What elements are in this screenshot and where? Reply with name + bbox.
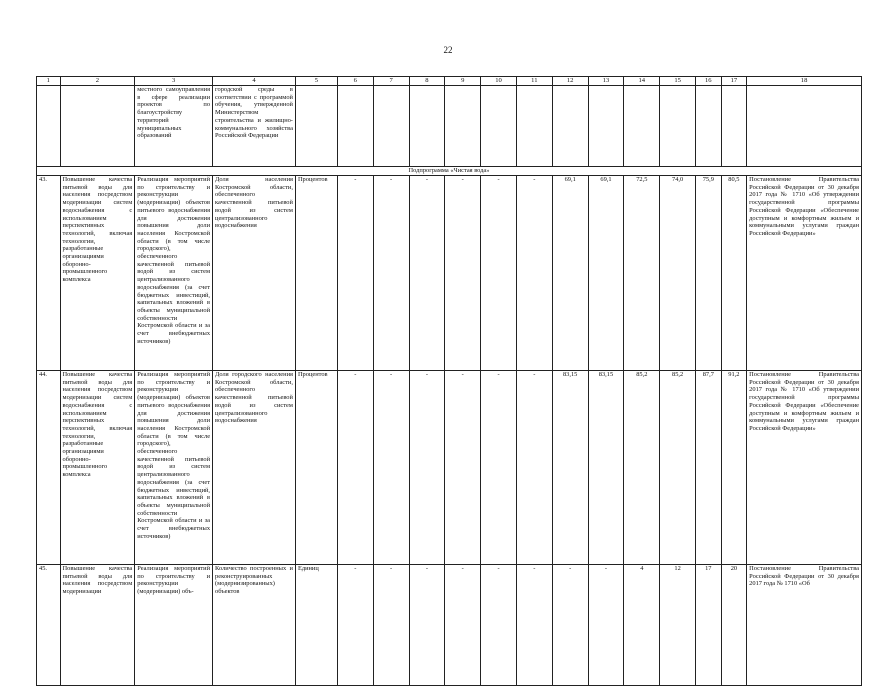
measure-cell: Реализация мероприятий по строительству и реконструкции (модернизации) объектов питьевого водоснабжения для достижения повышения доли населения Костромской области (в том числе городского), обеспеченного качественной питьевой водой из систем централизованного водоснабжения (за счет бюджетных инвестиций, капитальных вложений в объекты муниципальной собственности Костромской области и за счет внебюджетных источников) [135,371,213,565]
cell [624,86,660,167]
column-number: 6 [337,77,373,86]
value-cell: 74,0 [660,176,696,371]
value-cell: - [409,176,445,371]
cell [37,86,61,167]
page-number: 22 [443,45,453,55]
value-cell: 72,5 [624,176,660,371]
cell [295,86,337,167]
value-cell: 4 [624,565,660,686]
indicator-cell: Количество построенных и реконструированных (модернизированных) объектов [213,565,296,686]
column-number: 18 [747,77,862,86]
task-cell: Повышение качества питьевой воды для населения посредством модернизации систем водоснабжения с использованием перспективных технологий, включая технологии, разработанные организациями оборонно-промышленного комплекса [60,371,135,565]
value-cell: - [552,565,588,686]
cell [516,86,552,167]
value-cell: - [481,565,517,686]
value-cell: 87,7 [696,371,722,565]
unit-cell: Единиц [295,565,337,686]
unit-cell: Процентов [295,176,337,371]
cell [696,86,722,167]
value-cell: - [373,176,409,371]
value-cell: 12 [660,565,696,686]
continuation-row [37,86,862,167]
cell [60,86,135,167]
column-number: 14 [624,77,660,86]
task-cell: Повышение качества питьевой воды для населения посредством модернизации [60,565,135,686]
value-cell: - [516,565,552,686]
targets-table [36,76,862,686]
cell [747,86,862,167]
subprogram-row [37,167,862,176]
column-number: 5 [295,77,337,86]
cell [660,86,696,167]
value-cell: 91,2 [721,371,747,565]
cell [409,86,445,167]
column-numbers-row [37,77,862,86]
measure-cell: Реализация мероприятий по строительству и реконструкции (модернизации) объ- [135,565,213,686]
value-cell: 80,5 [721,176,747,371]
indicator-cell: Доля городского населения Костромской области, обеспеченного качественной питьевой водой из систем централизованного водоснабжения [213,371,296,565]
indicator-cell: городской среды в соответствии с программой обучения, утвержденной Министерством строительства и жилищно-коммунального хозяйства Российской Федерации [213,86,296,167]
column-number: 15 [660,77,696,86]
column-number: 2 [60,77,135,86]
basis-cell: Постановление Правительства Российской Федерации от 30 декабря 2017 года № 1710 «Об утверждении государственной программы Российской Федерации «Обеспечение доступным и комфортным жильем и коммунальными услугами граждан Российской Федерации» [747,371,862,565]
value-cell: - [337,565,373,686]
value-cell: - [516,371,552,565]
task-cell: Повышение качества питьевой воды для населения посредством модернизации систем водоснабжения с использованием перспективных технологий, включая технологии, разработанные организациями оборонно-промышленного комплекса [60,176,135,371]
unit-cell: Процентов [295,371,337,565]
value-cell: 85,2 [624,371,660,565]
value-cell: - [337,371,373,565]
value-cell: 75,9 [696,176,722,371]
value-cell: 83,15 [552,371,588,565]
table-row [37,176,862,371]
column-number: 10 [481,77,517,86]
value-cell: - [445,176,481,371]
cell [445,86,481,167]
value-cell: - [445,371,481,565]
cell [588,86,624,167]
column-number: 3 [135,77,213,86]
cell [481,86,517,167]
value-cell: - [516,176,552,371]
subprogram-title: Подпрограмма «Чистая вода» [37,167,862,176]
basis-cell: Постановление Правительства Российской Федерации от 30 декабря 2017 года № 1710 «Об утверждении государственной программы Российской Федерации «Обеспечение доступным и комфортным жильем и коммунальными услугами граждан Российской Федерации» [747,176,862,371]
value-cell: 69,1 [588,176,624,371]
column-number: 17 [721,77,747,86]
measure-cell: Реализация мероприятий по строительству и реконструкции (модернизации) объектов питьевого водоснабжения для достижения повышения доли населения Костромской области (в том числе городского), обеспеченного качественной питьевой водой из систем централизованного водоснабжения (за счет бюджетных инвестиций, капитальных вложений в объекты муниципальной собственности Костромской области и за счет внебюджетных источников) [135,176,213,371]
basis-cell: Постановление Правительства Российской Федерации от 30 декабря 2017 года № 1710 «Об [747,565,862,686]
value-cell: - [373,565,409,686]
value-cell: - [373,371,409,565]
column-number: 8 [409,77,445,86]
value-cell: 20 [721,565,747,686]
measure-cell: местного самоуправления в сфере реализации проектов по благоустройству территорий муниципальных образований [135,86,213,167]
row-number: 44. [37,371,61,565]
indicator-cell: Доля населения Костромской области, обеспеченного качественной питьевой водой из систем централизованного водоснабжения [213,176,296,371]
column-number: 4 [213,77,296,86]
value-cell: - [337,176,373,371]
cell [373,86,409,167]
column-number: 11 [516,77,552,86]
value-cell: - [409,371,445,565]
value-cell: 83,15 [588,371,624,565]
table-row [37,371,862,565]
column-number: 1 [37,77,61,86]
value-cell: 17 [696,565,722,686]
value-cell: 69,1 [552,176,588,371]
value-cell: - [481,176,517,371]
column-number: 13 [588,77,624,86]
row-number: 45. [37,565,61,686]
column-number: 7 [373,77,409,86]
cell [721,86,747,167]
value-cell: - [445,565,481,686]
value-cell: - [588,565,624,686]
row-number: 43. [37,176,61,371]
cell [552,86,588,167]
column-number: 16 [696,77,722,86]
value-cell: - [409,565,445,686]
value-cell: 85,2 [660,371,696,565]
value-cell: - [481,371,517,565]
table-row [37,565,862,686]
column-number: 12 [552,77,588,86]
cell [337,86,373,167]
column-number: 9 [445,77,481,86]
